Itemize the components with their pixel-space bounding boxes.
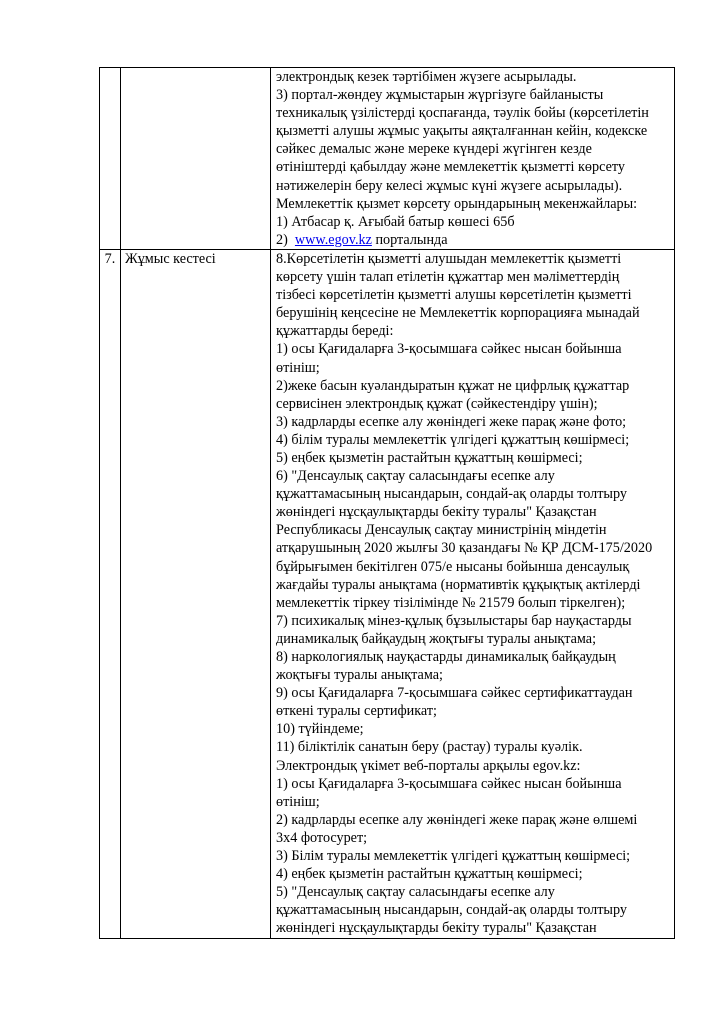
content-line: 3) Білім туралы мемлекеттік үлгідегі құжаттың көшірмесі;	[276, 848, 631, 865]
content-line: 5) еңбек қызметін растайтын құжаттың көшірмесі;	[276, 449, 583, 466]
content-line: нәтижелерін беру келесі жұмыс күні жүзеге асырылады).	[276, 177, 623, 194]
content-line: сервисінен электрондық құжат (сәйкестендіру үшін);	[276, 395, 598, 412]
content-line: бұйрығымен бекітілген 075/е нысаны бойынша денсаулық	[276, 558, 630, 575]
content-line: 4) білім туралы мемлекеттік үлгідегі құжаттың көшірмесі;	[276, 431, 630, 448]
content-line: Электрондық үкімет веб-порталы арқылы egov.kz:	[276, 757, 581, 774]
content-line: жөніндегі нұсқаулықтарды бекіту туралы" Қазақстан	[276, 504, 597, 521]
document-table	[99, 67, 675, 939]
content-line: Мемлекеттік қызмет көрсету орындарының мекенжайлары:	[276, 195, 638, 212]
row-number-cell	[100, 68, 121, 250]
content-line: құжаттамасының нысандарын, сондай-ақ оларды толтыру	[276, 486, 627, 503]
content-line: атқарушының 2020 жылғы 30 қазандағы № ҚР ДСМ-175/2020	[276, 540, 653, 557]
egov-link[interactable]: www.egov.kz	[294, 231, 372, 248]
content-line: 11) біліктілік санатын беру (растау) туралы куәлік.	[276, 739, 583, 756]
portal-suffix: порталында	[371, 231, 448, 248]
content-line: 8.Көрсетілетін қызметті алушыдан мемлекеттік қызметті	[276, 250, 622, 267]
row-number: 7.	[104, 250, 116, 267]
row-label: Жұмыс кестесі	[125, 250, 216, 267]
portal-line	[276, 231, 670, 249]
content-line: құжаттамасының нысандарын, сондай-ақ оларды толтыру	[276, 902, 627, 919]
content-line: жағдайы туралы анықтама (нормативтік құқықтық актілерді	[276, 576, 641, 593]
row-content-cell	[271, 68, 675, 250]
content-line: 8) наркологиялық науқастарды динамикалық байқаудың	[276, 649, 616, 665]
content-line: көрсету үшін талап етілетін құжаттар мен мәліметтердің	[276, 269, 620, 286]
content-line: жоқтығы туралы анықтама;	[276, 667, 443, 684]
content-line: 9) осы Қағидаларға 7-қосымшаға сәйкес сертификаттаудан	[276, 685, 633, 702]
content-line: динамикалық байқаудың жоқтығы туралы анықтама;	[276, 630, 597, 647]
row-number-cell	[100, 249, 121, 938]
content-line: техникалық үзілістерді қоспағанда, тәулік бойы (көрсетілетін	[276, 105, 649, 122]
portal-prefix: 2)	[276, 231, 295, 248]
content-line: 7) психикалық мінез-құлық бұзылыстары бар науқастарды	[276, 612, 632, 629]
content-line: 6) "Денсаулық сақтау саласындағы есепке алу	[276, 468, 555, 485]
content-line: 1) осы Қағидаларға 3-қосымшаға сәйкес нысан бойынша	[276, 341, 622, 358]
content-line: тізбесі көрсетілетін қызметті алушы көрсетілетін қызметті	[276, 287, 632, 304]
content-line: 5) "Денсаулық сақтау саласындағы есепке алу	[276, 884, 555, 901]
content-line: құжаттарды береді:	[276, 323, 394, 340]
content-line: электрондық кезек тәртібімен жүзеге асырылады.	[276, 69, 577, 85]
row-label-cell	[121, 249, 271, 938]
content-line: 4) еңбек қызметін растайтын құжаттың көшірмесі;	[276, 866, 583, 883]
content-line: Республикасы Денсаулық сақтау министрінің міндетін	[276, 522, 607, 539]
content-line: өтініштерді қабылдау және мемлекеттік қызметті көрсету	[276, 159, 625, 176]
table-row	[100, 68, 675, 250]
content-line: сәйкес демалыс және мереке күндері жүгінген кезде	[276, 141, 592, 158]
content-line: өтініш;	[276, 359, 320, 376]
content-line: 3х4 фотосурет;	[276, 829, 368, 846]
content-line: 3) кадрларды есепке алу жөніндегі жеке парақ және фото;	[276, 413, 627, 430]
content-line: мемлекеттік тіркеу тізілімінде № 21579 болып тіркелген);	[276, 594, 626, 611]
content-line: жөніндегі нұсқаулықтарды бекіту туралы" Қазақстан	[276, 920, 597, 937]
table-row	[100, 249, 675, 938]
row-content-cell	[271, 249, 675, 938]
content-line: берушінің кеңсесіне не Мемлекеттік корпорацияға мынадай	[276, 305, 640, 322]
content-line: 10) түйіндеме;	[276, 721, 364, 738]
content-line: 2)жеке басын куәландыратын құжат не цифрлық құжаттар	[276, 377, 630, 394]
content-line: өткені туралы сертификат;	[276, 703, 437, 720]
content-line: 2) кадрларды есепке алу жөніндегі жеке парақ және өлшемі	[276, 811, 638, 828]
content-line: өтініш;	[276, 793, 320, 810]
content-line: 1) Атбасар қ. Ағыбай батыр көшесі 65б	[276, 213, 515, 230]
content-line: 1) осы Қағидаларға 3-қосымшаға сәйкес нысан бойынша	[276, 775, 622, 792]
content-line: 3) портал-жөндеу жұмыстарын жүргізуге байланысты	[276, 87, 604, 104]
content-line: қызметті алушы жұмыс уақыты аяқталғаннан кейін, кодекске	[276, 123, 648, 140]
row-label-cell	[121, 68, 271, 250]
